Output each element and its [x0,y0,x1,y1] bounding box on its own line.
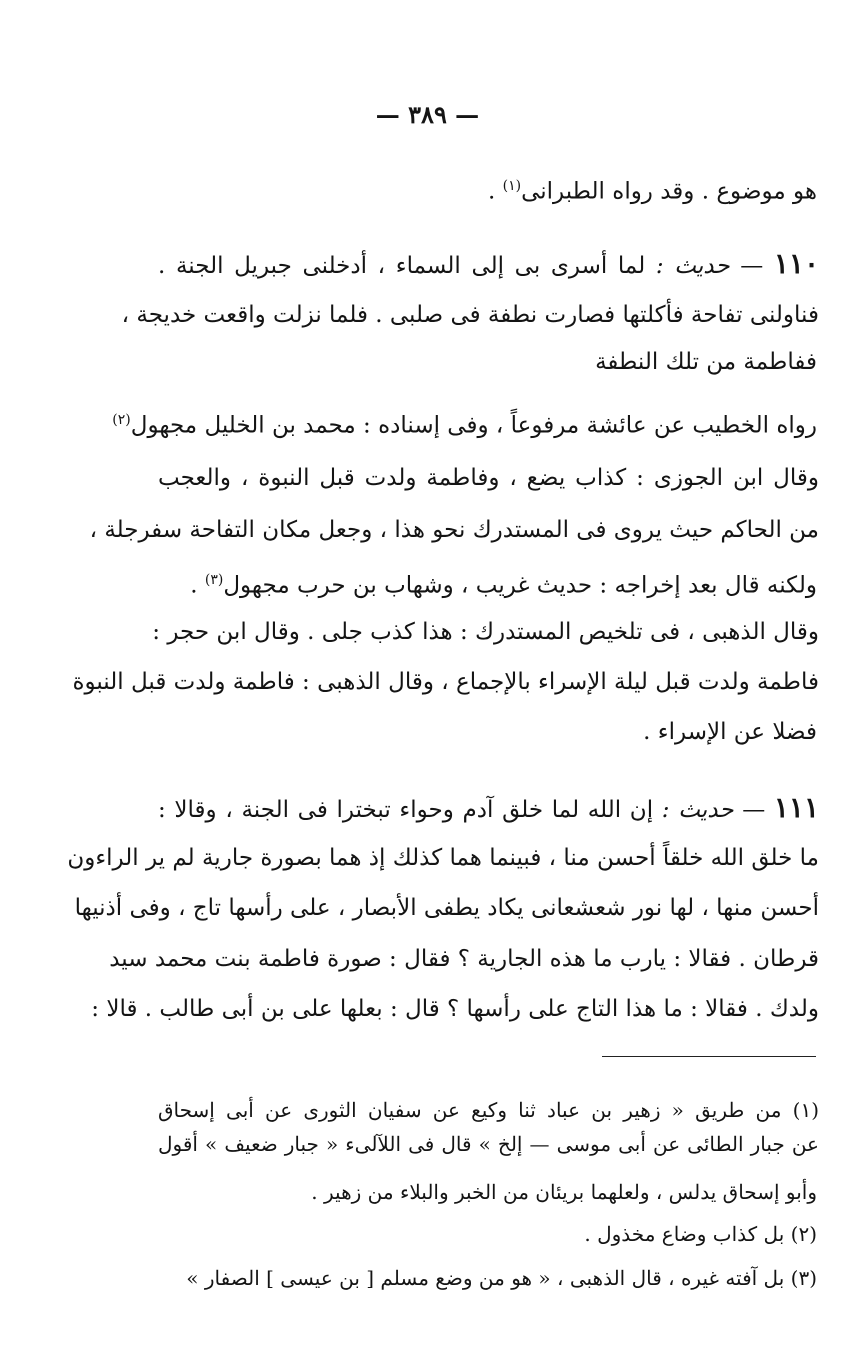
footnote-1-line-3: وأبو إسحاق يدلس ، ولعلهما بريئان من الخبر والبلاء من زهير . [311,1180,817,1204]
footnote-ref-2: (٢) [112,412,131,428]
commentary-line-7: فضلا عن الإسراء . [643,719,817,745]
commentary-text: رواه الخطيب عن عائشة مرفوعاً ، وفى إسناده : محمد بن الخليل مجهول [130,412,817,439]
hadith-label: حديث : [661,797,734,823]
hadith-text: إن الله لما خلق آدم وحواء تبخترا فى الجنة ، وقالا : [158,797,654,823]
intro-end: . [488,178,496,205]
commentary-line-1 [112,402,817,444]
footnote-ref-1: (١) [502,178,522,194]
hadith-111-line-3: أحسن منها ، لها نور شعشعانى يكاد يطفى الأبصار ، على رأسها تاج ، وفى أذنيها [74,895,819,921]
hadith-111-line-5: ولدك . فقالا : ما هذا التاج على رأسها ؟ قال : بعلها على بن أبى طالب . قالا : [91,996,819,1022]
commentary-line-4 [150,562,817,604]
footnote-1-line-1: (١) من طريق « زهير بن عباد ثنا وكيع عن سفيان الثورى عن أبى إسحاق [158,1098,819,1122]
hadith-110-line-3: ففاطمة من تلك النطفة [595,349,817,375]
commentary-text: ولكنه قال بعد إخراجه : حديث غريب ، وشهاب بن حرب مجهول [223,572,817,599]
footnote-2: (٢) بل كذاب وضاع مخذول . [584,1222,817,1246]
hadith-110-line-2: فناولنى تفاحة فأكلتها فصارت نطفة فى صلبى . فلما نزلت واقعت خديجة ، [121,302,819,328]
footnote-ref-3: (٣) [204,572,224,588]
commentary-line-5: وقال الذهبى ، فى تلخيص المستدرك : هذا كذب جلى . وقال ابن حجر : [152,619,819,645]
intro-text: هو موضوع . وقد رواه الطبرانى [521,178,817,205]
hadith-dash: — [742,797,766,823]
footnote-divider [602,1056,816,1057]
commentary-line-3: من الحاكم حيث يروى فى المستدرك نحو هذا ، وجعل مكان التفاحة سفرجلة ، [89,517,819,543]
hadith-number: ١١٠ [773,247,820,280]
hadith-number: ١١١ [773,791,819,824]
hadith-111-line-4: قرطان . فقالا : يارب ما هذه الجارية ؟ فقال : صورة فاطمة بنت محمد سيد [109,946,819,972]
intro-line [150,168,817,210]
footnote-3: (٣) بل آفته غيره ، قال الذهبى ، « هو من وضع مسلم [ بن عيسى ] الصفار » [186,1266,817,1290]
page-number: — ٣٨٩ — [375,100,480,129]
hadith-110-line-1 [158,246,819,284]
hadith-111-line-2: ما خلق الله خلقاً أحسن منا ، فبينما هما كذلك إذ هما بصورة جارية لم ير الراءون [67,845,819,871]
footnote-1-line-2: عن جبار الطائى عن أبى موسى — إلخ » قال فى اللآلىء « جبار ضعيف » أقول [158,1132,819,1156]
hadith-text: لما أسرى بى إلى السماء ، أدخلنى جبريل الجنة . [158,253,646,279]
commentary-line-6: فاطمة ولدت قبل ليلة الإسراء بالإجماع ، وقال الذهبى : فاطمة ولدت قبل النبوة [72,669,819,695]
hadith-label: حديث : [655,253,730,279]
commentary-line-2: وقال ابن الجوزى : كذاب يضع ، وفاطمة ولدت قبل النبوة ، والعجب [158,465,819,491]
hadith-111-line-1 [158,790,819,828]
hadith-dash: — [740,253,764,279]
commentary-end: . [190,572,198,599]
